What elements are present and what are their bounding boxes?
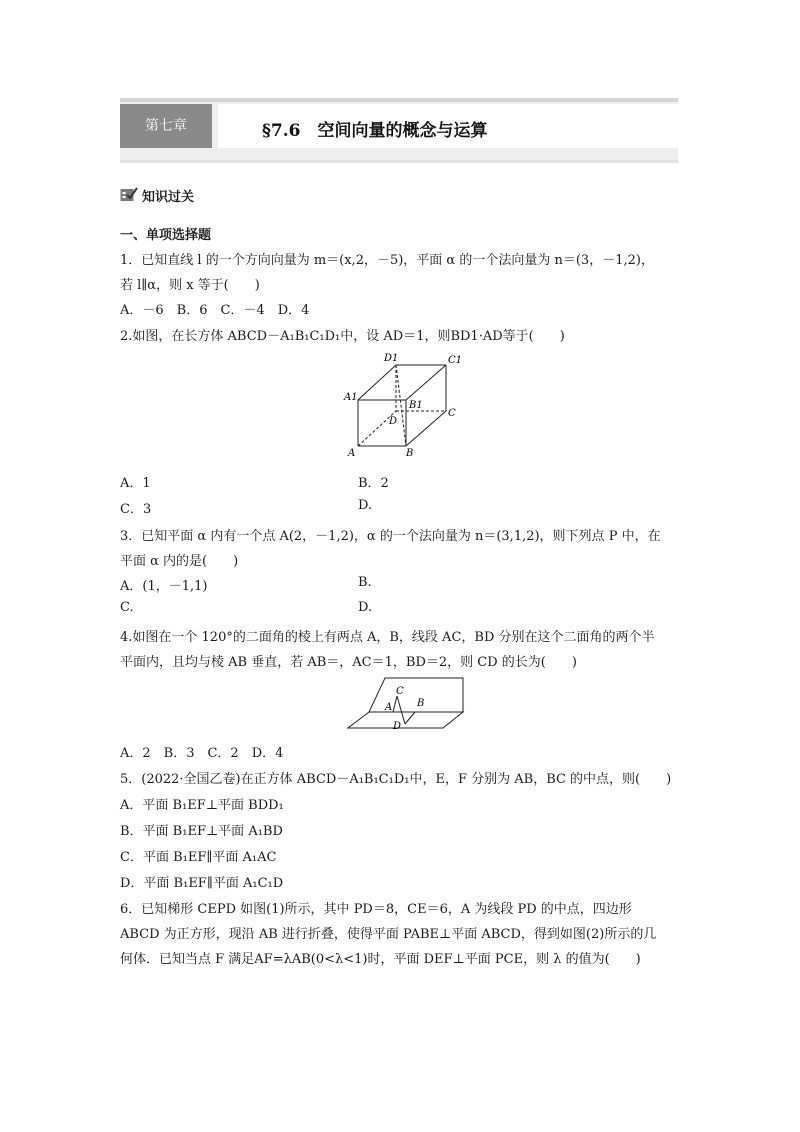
label-b: B [417, 698, 425, 709]
q5-option-b: B．平面 B₁EF⊥平面 A₁BD [120, 824, 283, 839]
q1-line1: 1．已知直线 l 的一个方向向量为 m＝(x,2，－5)，平面 α 的一个法向量为 n＝(3，－1,2)， [120, 253, 654, 268]
q2-option-b: B．2 [358, 476, 389, 491]
label-c: C [448, 408, 456, 419]
q5-option-c: C．平面 B₁EF∥平面 A₁AC [120, 850, 277, 865]
q3-option-a: A．(1，－1,1) [120, 579, 208, 594]
q4-line2: 平面内，且均与棱 AB 垂直，若 AB＝，AC＝1，BD＝2，则 CD 的长为( ) [120, 655, 577, 670]
label-a: A [385, 702, 393, 713]
q1-line2: 若 l∥α，则 x 等于( ) [120, 278, 260, 293]
label-d1: D1 [384, 353, 399, 364]
chapter-tab: 第七章 [120, 104, 212, 148]
q4-options: A．2 B．3 C．2 D．4 [120, 746, 284, 761]
q6-line2: ABCD 为正方形，现沿 AB 进行折叠，使得平面 PABE⊥平面 ABCD，得到如图(2)所示的几 [120, 927, 657, 942]
q6-line1: 6．已知梯形 CEPD 如图(1)所示，其中 PD＝8，CE＝6，A 为线段 PD 的中点，四边形 [120, 902, 632, 917]
page-title: §7.6 空间向量的概念与运算 [262, 121, 488, 141]
dihedral-angle-figure [345, 674, 470, 734]
part-heading: 一、单项选择题 [120, 228, 212, 243]
checklist-icon [120, 187, 138, 202]
label-b: B [406, 448, 414, 459]
q3-option-d: D. [358, 600, 373, 615]
q5-option-a: A．平面 B₁EF⊥平面 BDD₁ [120, 798, 284, 813]
q2-option-c: C．3 [120, 502, 152, 517]
label-d: D [389, 416, 398, 427]
q3-option-c: C. [120, 600, 134, 615]
q5-option-d: D．平面 B₁EF∥平面 A₁C₁D [120, 876, 284, 891]
label-c: C [396, 686, 404, 697]
q1-options: A．－6 B．6 C．－4 D．4 [120, 303, 310, 318]
q2-option-a: A．1 [120, 476, 151, 491]
q6-line3: 何体．已知当点 F 满足AF=λAB(0<λ<1)时，平面 DEF⊥平面 PCE，则 λ 的值为( ) [120, 952, 641, 967]
q5-stem: 5．(2022·全国乙卷)在正方体 ABCD－A₁B₁C₁D₁中，E，F 分别为 AB，BC 的中点，则( ) [120, 772, 672, 787]
label-a1: A1 [344, 392, 358, 403]
label-a: A [348, 448, 356, 459]
q3-line1: 3．已知平面 α 内有一个点 A(2，－1,2)，α 的一个法向量为 n＝(3,1,2)，则下列点 P 中，在 [120, 529, 661, 544]
label-c1: C1 [448, 355, 463, 366]
q2-option-d: D. [358, 498, 373, 513]
q3-option-b: B. [358, 575, 372, 590]
label-b1: B1 [409, 400, 423, 411]
q4-line1: 4.如图在一个 120°的二面角的棱上有两点 A，B，线段 AC，BD 分别在这个二面角的两个半 [120, 630, 655, 645]
section-label: 知识过关 [142, 190, 195, 205]
q3-line2: 平面 α 内的是( ) [120, 554, 239, 569]
cuboid-figure [340, 348, 470, 460]
label-d: D [393, 721, 402, 732]
q2-stem: 2.如图，在长方体 ABCD－A₁B₁C₁D₁中，设 AD＝1，则BD1·AD等于( ) [120, 329, 565, 344]
